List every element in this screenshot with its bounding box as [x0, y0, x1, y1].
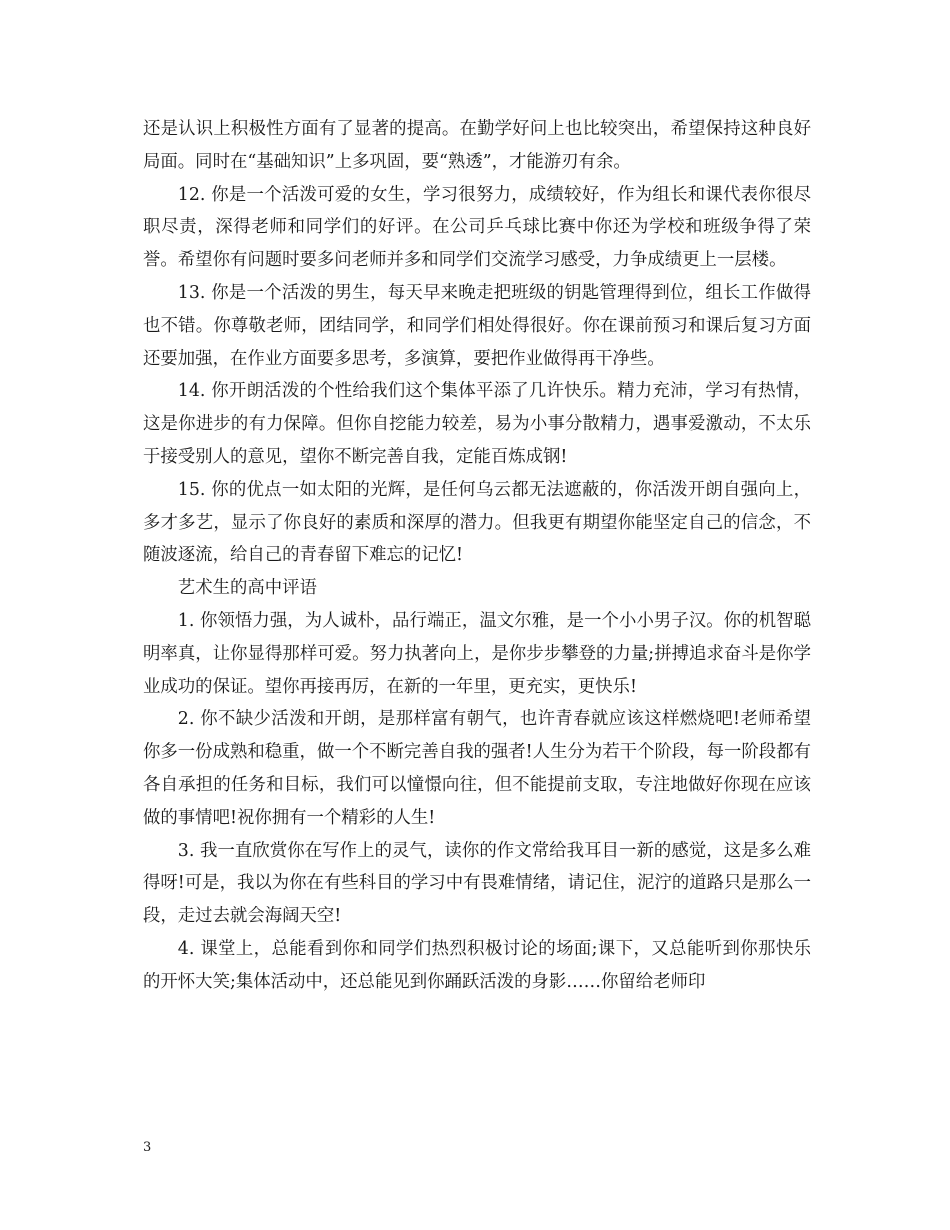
- paragraph-comment-12: 12. 你是一个活泼可爱的女生，学习很努力，成绩较好，作为组长和课代表你很尽职尽责，深得老师和同学们的好评。在公司乒乓球比赛中你还为学校和班级争得了荣誉。希望你有问题时要多问老师并多和同学们交流学习感受，力争成绩更上一层楼。: [143, 184, 811, 271]
- paragraph-art-comment-3: 3. 我一直欣赏你在写作上的灵气，读你的作文常给我耳目一新的感觉，这是多么难得呀!可是，我以为你在有些科目的学习中有畏难情绪，请记住，泥泞的道路只是那么一段，走过去就会海阔天空!: [143, 840, 811, 927]
- paragraph-comment-14: 14. 你开朗活泼的个性给我们这个集体平添了几许快乐。精力充沛，学习有热情，这是你进步的有力保障。但你自挖能力较差，易为小事分散精力，遇事爱激动，不太乐于接受别人的意见，望你不断完善自我，定能百炼成钢!: [143, 381, 811, 467]
- paragraph-art-comment-4: 4. 课堂上，总能看到你和同学们热烈积极讨论的场面;课下，又总能听到你那快乐的开怀大笑;集体活动中，还总能见到你踊跃活泼的身影……你留给老师印: [143, 938, 811, 992]
- paragraph-comment-13: 13. 你是一个活泼的男生，每天早来晚走把班级的钥匙管理得到位，组长工作做得也不错。你尊敬老师，团结同学，和同学们相处得很好。你在课前预习和课后复习方面还要加强，在作业方面要多思考，多演算，要把作业做得再干净些。: [143, 282, 811, 369]
- page-number: 3: [143, 1140, 152, 1155]
- document-body: [143, 113, 811, 999]
- section-heading: 艺术生的高中评语: [177, 578, 317, 599]
- paragraph-continuation: 还是认识上积极性方面有了显著的提高。在勤学好问上也比较突出，希望保持这种良好局面。同时在“基础知识”上多巩固，要“熟透”，才能游刃有余。: [143, 119, 811, 172]
- paragraph-art-comment-1: 1. 你领悟力强，为人诚朴，品行端正，温文尔雅，是一个小小男子汉。你的机智聪明率真，让你显得那样可爱。努力执著向上，是你步步攀登的力量;拼搏追求奋斗是你学业成功的保证。望你再接再厉，在新的一年里，更充实，更快乐!: [143, 610, 811, 697]
- paragraph-comment-15: 15. 你的优点一如太阳的光辉，是任何乌云都无法遮蔽的，你活泼开朗自强向上，多才多艺，显示了你良好的素质和深厚的潜力。但我更有期望你能坚定自己的信念，不随波逐流，给自己的青春留下难忘的记忆!: [143, 479, 811, 566]
- paragraph-art-comment-2: 2. 你不缺少活泼和开朗，是那样富有朝气，也许青春就应该这样燃烧吧!老师希望你多一份成熟和稳重，做一个不断完善自我的强者!人生分为若干个阶段，每一阶段都有各自承担的任务和目标，我们可以憧憬向往，但不能提前支取，专注地做好你现在应该做的事情吧!祝你拥有一个精彩的人生!: [143, 709, 811, 828]
